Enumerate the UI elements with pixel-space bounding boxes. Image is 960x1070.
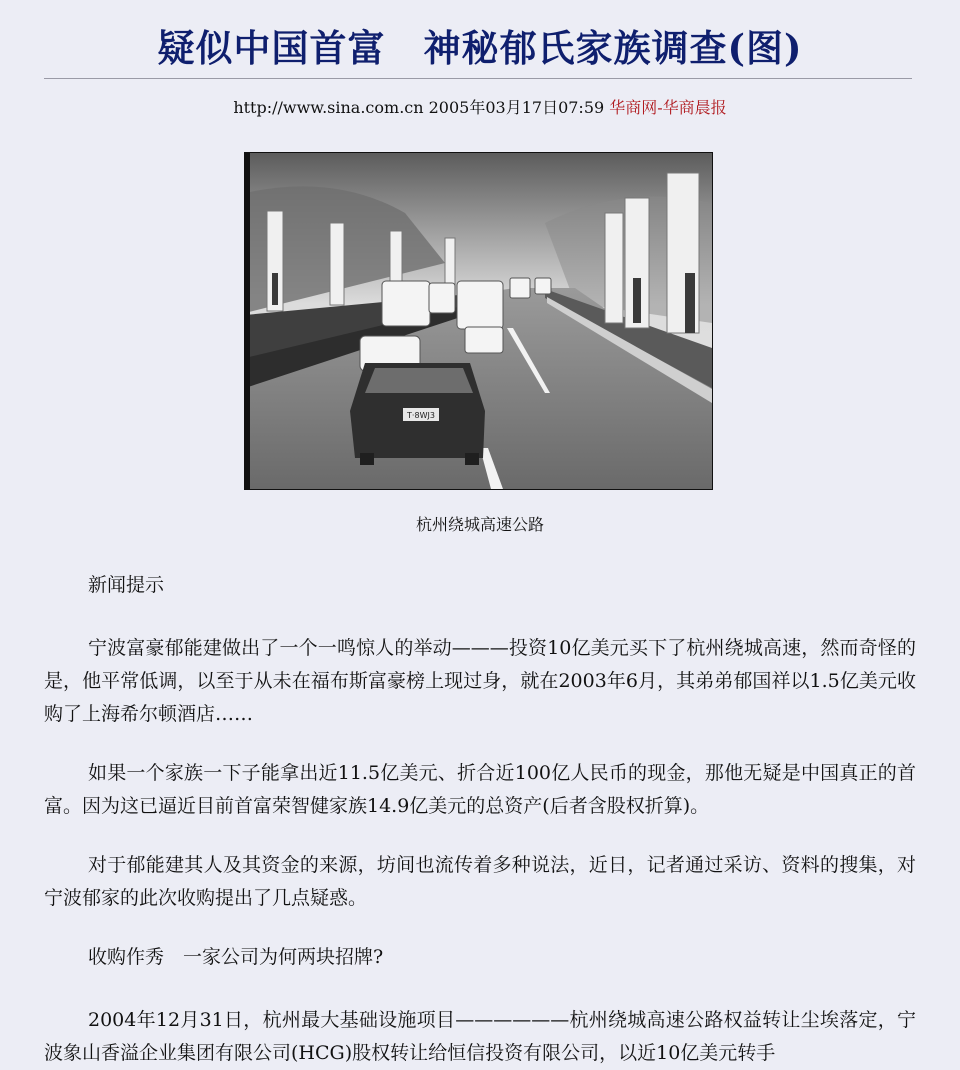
article-source-link[interactable]: 华商网-华商晨报 [609, 98, 727, 117]
title-divider [44, 78, 912, 79]
article-paragraph: 新闻提示 [88, 574, 165, 596]
article-paragraph: 宁波富豪郁能建做出了一个一鸣惊人的举动———投资10亿美元买下了杭州绕城高速，然而奇怪的是，他平常低调，以至于从未在福布斯富豪榜上现过身，就在2003年6月，其弟弟郁国祥以1.5亿美元收购了上海希尔顿酒店…… [44, 637, 916, 725]
highway-photo [244, 152, 713, 490]
license-plate-text: T·8WJ3 [407, 411, 435, 420]
article-paragraph: 如果一个家族一下子能拿出近11.5亿美元、折合近100亿人民币的现金，那他无疑是中国真正的首富。因为这已逼近目前首富荣智健家族14.9亿美元的总资产(后者含股权折算)。 [44, 762, 916, 817]
article-subheading: 收购作秀 一家公司为何两块招牌? [88, 946, 384, 968]
article-url-date: http://www.sina.com.cn 2005年03月17日07:59 [233, 98, 610, 117]
article-title: 疑似中国首富 神秘郁氏家族调查(图) [157, 26, 803, 70]
article-paragraph: 对于郁能建其人及其资金的来源，坊间也流传着多种说法，近日，记者通过采访、资料的搜集，对宁波郁家的此次收购提出了几点疑惑。 [44, 854, 916, 909]
article-paragraph: 2004年12月31日，杭州最大基础设施项目——————杭州绕城高速公路权益转让尘埃落定，宁波象山香溢企业集团有限公司(HCG)股权转让给恒信投资有限公司，以近10亿美元转手 [44, 1009, 916, 1064]
photo-caption: 杭州绕城高速公路 [415, 515, 544, 534]
highway-photo-image [245, 153, 712, 489]
article-meta [0, 95, 960, 118]
